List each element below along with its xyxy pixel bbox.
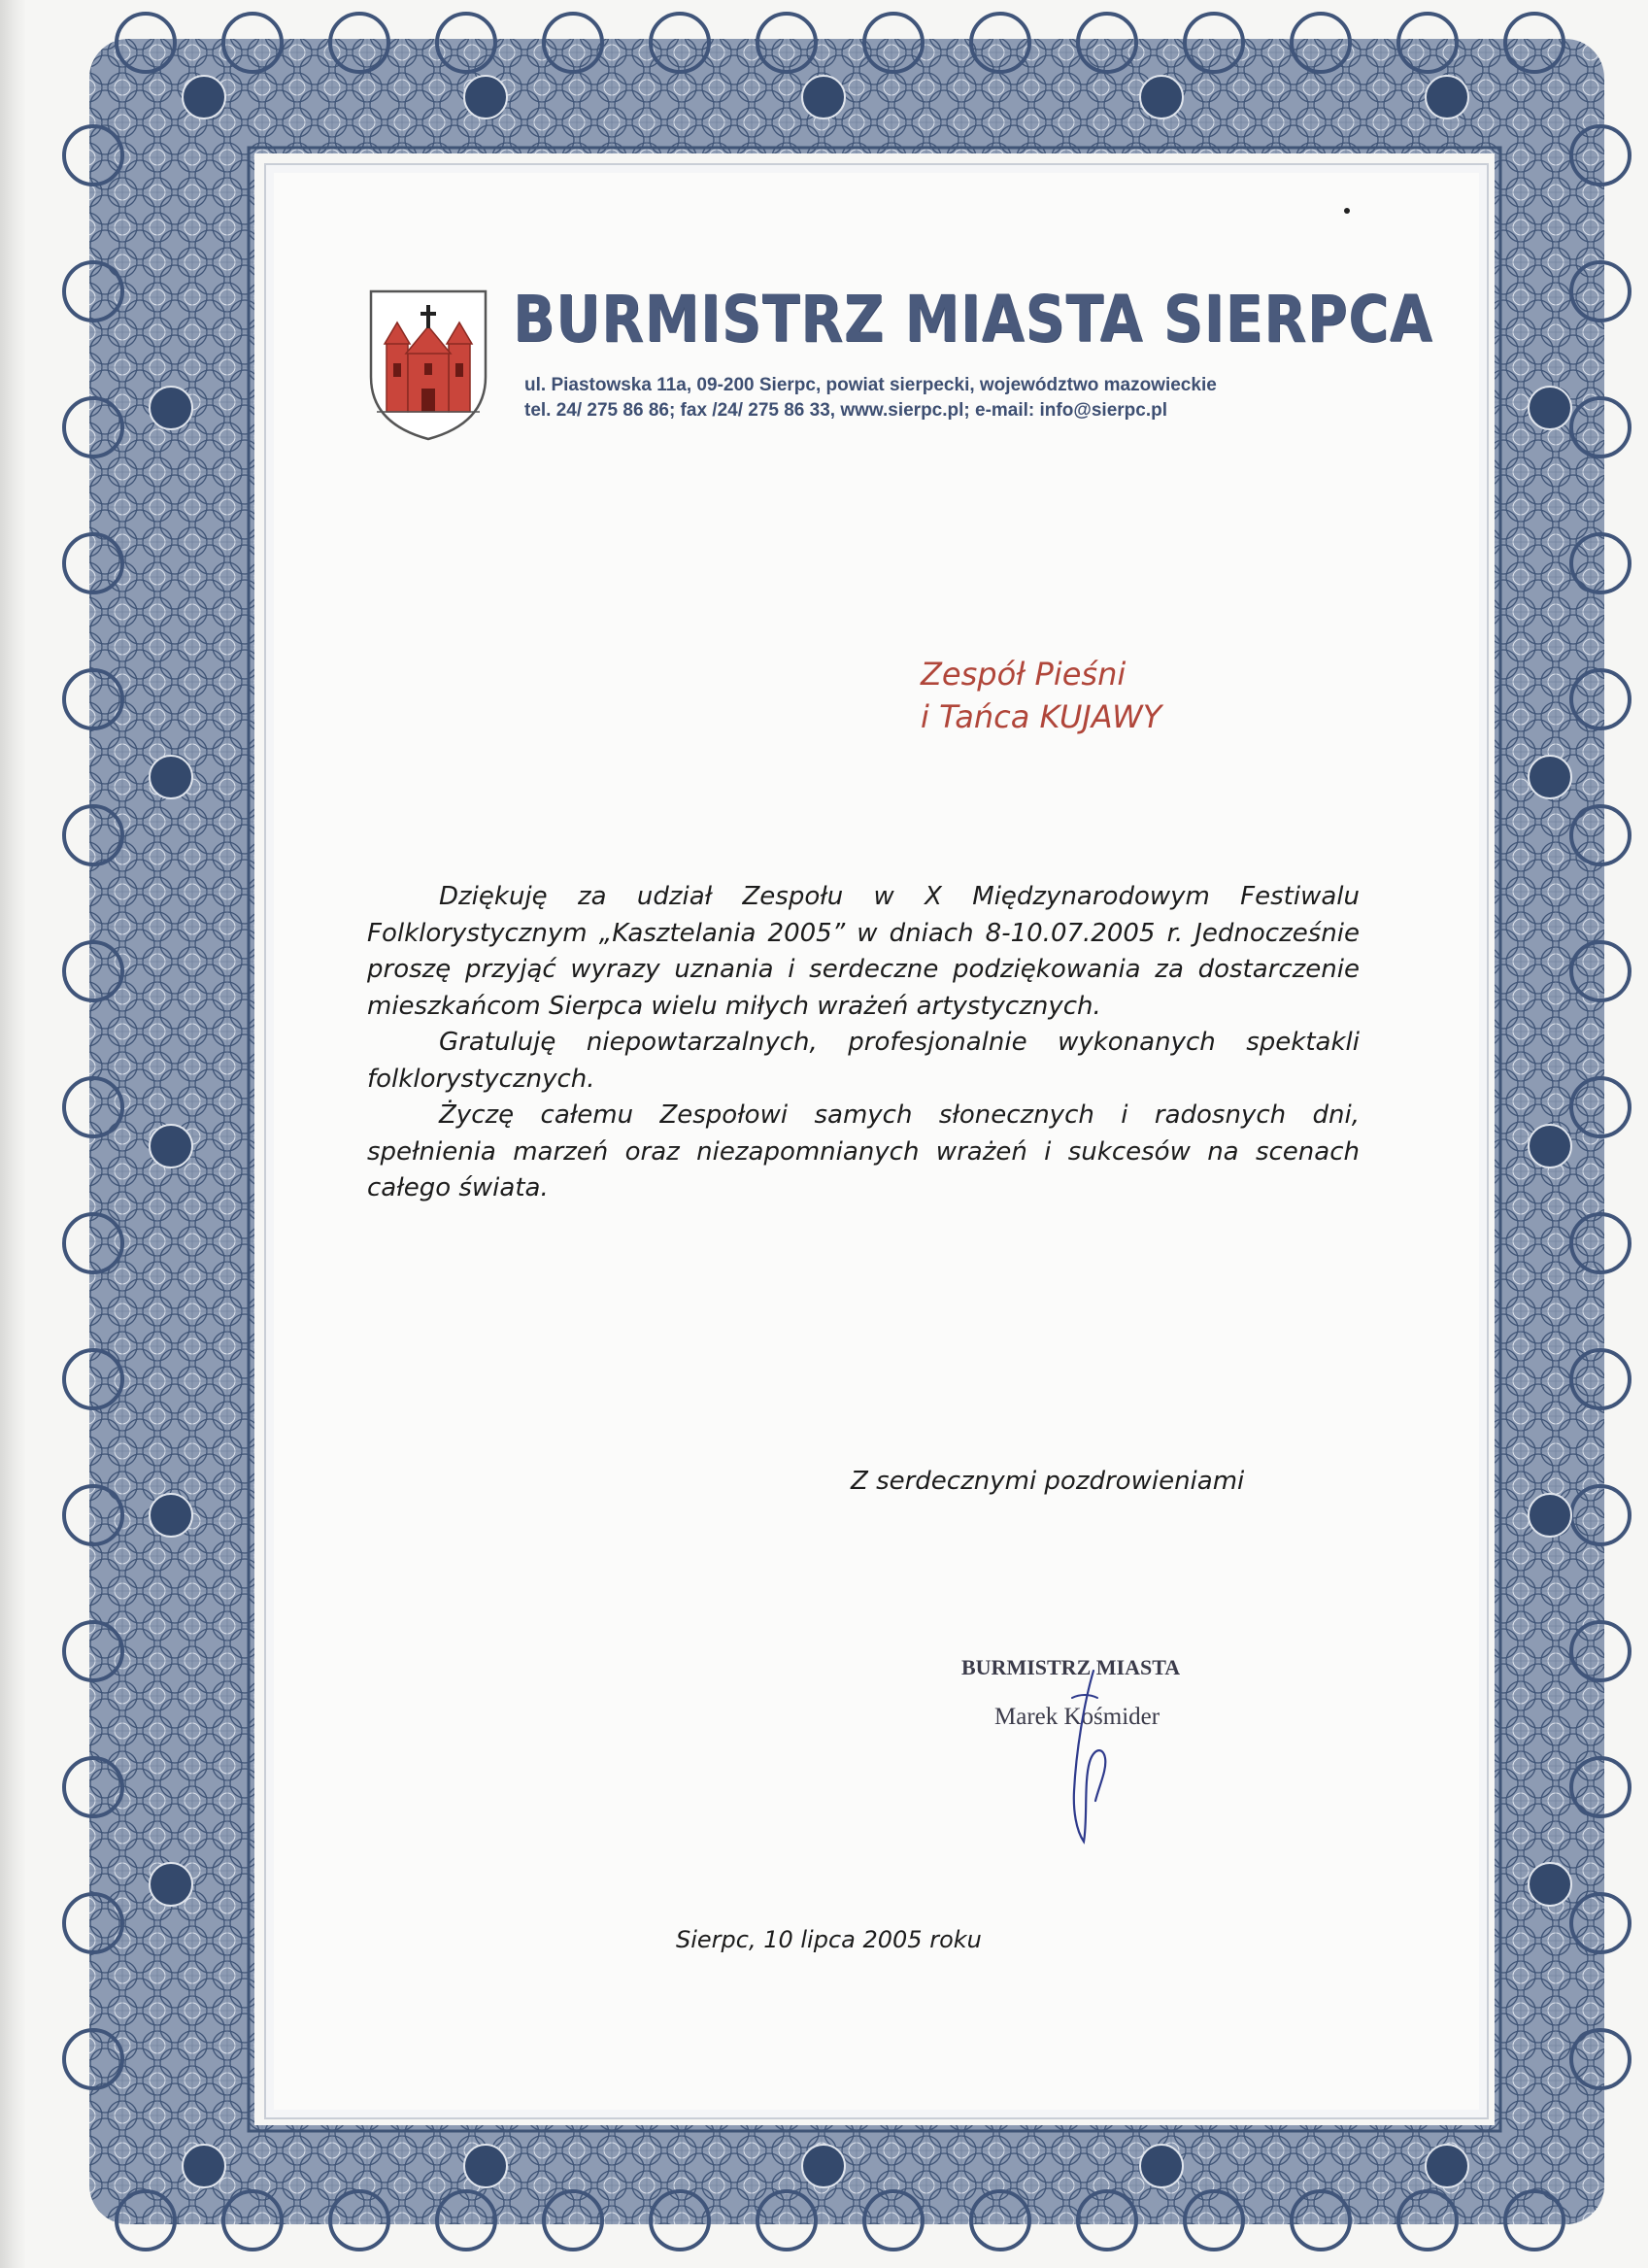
place-and-date: Sierpc, 10 lipca 2005 roku — [676, 1926, 982, 1953]
body-paragraph-3: Życzę całemu Zespołowi samych słonecznych i radosnych dni, spełnienia marzeń oraz niezapomnianych wrażeń i sukcesów na scenach całego świata. — [367, 1100, 1360, 1202]
body-paragraph-1: Dziękuję za udział Zespołu w X Międzynarodowym Festiwalu Folklorystycznym „Kasztelania 2005” w dniach 8-10.07.2005 r. Jednocześnie proszę przyjąć wyrazy uznania i serdeczne podziękowania za dostarczenie mieszkańcom Sierpca wielu miłych wrażeń artystycznych. — [367, 882, 1360, 1021]
letter-body — [367, 879, 1360, 1207]
recipient-block — [921, 653, 1161, 738]
church-crest-icon — [367, 288, 489, 443]
signatory-title: BURMISTRZ MIASTA — [961, 1655, 1181, 1679]
signatory-name: Marek Kośmider — [994, 1704, 1160, 1730]
letterhead-contact: tel. 24/ 275 86 86; fax /24/ 275 86 33, www.sierpc.pl; e-mail: info@sierpc.pl — [524, 400, 1168, 421]
closing-greeting: Z serdecznymi pozdrowieniami — [851, 1467, 1245, 1496]
body-paragraph-2: Gratuluję niepowtarzalnych, profesjonalnie wykonanych spektakli folklorystycznych. — [367, 1028, 1360, 1094]
recipient-line-2: i Tańca KUJAWY — [921, 698, 1162, 735]
letterhead-address: ul. Piastowska 11a, 09-200 Sierpc, powiat sierpecki, województwo mazowieckie — [524, 375, 1217, 395]
letterhead — [367, 282, 1433, 457]
scan-speck — [1344, 208, 1350, 214]
recipient-line-1: Zespół Pieśni — [921, 656, 1127, 693]
letterhead-title: BURMISTRZ MIASTA SIERPCA — [513, 282, 1433, 356]
handwritten-signature — [1055, 1665, 1123, 1849]
